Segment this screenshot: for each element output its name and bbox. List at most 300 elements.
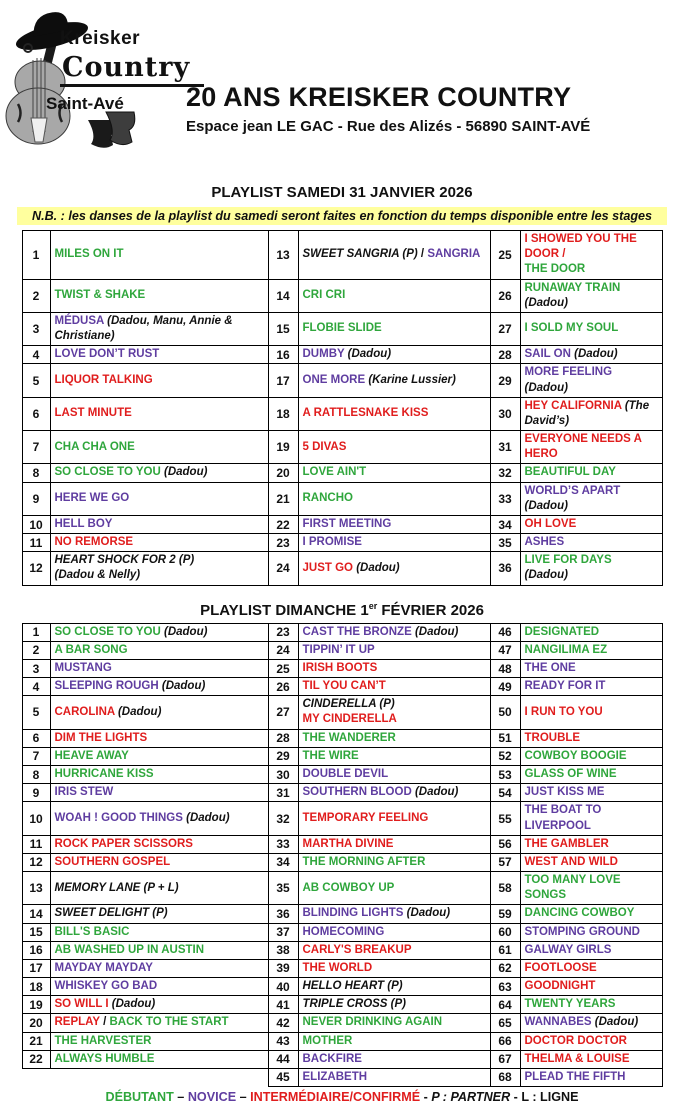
song-segment: (Dadou): [186, 811, 230, 824]
playlist-row: [22, 996, 662, 1014]
song-number: 27: [268, 696, 298, 729]
song-segment: SOUTHERN GOSPEL: [54, 855, 171, 868]
song-number: 4: [22, 678, 50, 696]
song-number: 38: [268, 941, 298, 959]
song-segment: COWBOY BOOGIE: [524, 749, 627, 762]
playlist-row: [22, 1014, 662, 1032]
song-number: 10: [22, 515, 50, 533]
playlist2-table: [22, 623, 663, 1087]
song-segment: CINDERELLA (P): [302, 698, 395, 711]
song-segment: HEART SHOCK FOR 2 (P): [54, 554, 195, 567]
song-number: 52: [490, 747, 520, 765]
song-cell: [520, 941, 662, 959]
playlist2-title-main: PLAYLIST DIMANCHE 1: [200, 601, 369, 619]
playlist-row: [22, 1050, 662, 1068]
song-number: 47: [490, 641, 520, 659]
song-segment: IRISH BOOTS: [302, 661, 378, 674]
song-cell: [298, 923, 490, 941]
song-segment: JUST GO: [302, 561, 357, 574]
song-number: 25: [490, 231, 520, 280]
song-cell: [520, 464, 662, 482]
song-segment: LAST MINUTE: [54, 407, 132, 420]
song-cell: [50, 641, 268, 659]
song-segment: PLEAD THE FIFTH: [524, 1070, 626, 1083]
song-cell: [520, 515, 662, 533]
song-segment: THE DOOR: [524, 263, 586, 276]
notice-banner: N.B. : les danses de la playlist du samedi seront faites en fonction du temps disponible entre les stages: [17, 207, 667, 225]
song-cell: [298, 623, 490, 641]
song-cell: [298, 397, 490, 430]
song-number: 23: [268, 534, 298, 552]
song-segment: STOMPING GROUND: [524, 925, 640, 938]
song-number: 63: [490, 978, 520, 996]
song-segment: MÉDUSA: [54, 314, 108, 327]
song-segment: 5 DIVAS: [302, 440, 347, 453]
song-segment: (Dadou): [356, 561, 400, 574]
song-cell: [520, 431, 662, 464]
song-cell: [520, 978, 662, 996]
song-segment: BACK TO THE START: [109, 1016, 229, 1029]
song-number: [22, 1068, 50, 1086]
song-segment: THE BOAT TO LIVERPOOL: [524, 804, 602, 832]
playlist-row: [22, 835, 662, 853]
song-cell: [298, 1014, 490, 1032]
song-cell: [50, 464, 268, 482]
song-cell: [50, 1014, 268, 1032]
playlist-row: [22, 431, 662, 464]
song-cell: [298, 802, 490, 835]
song-cell: [298, 941, 490, 959]
song-cell: [50, 346, 268, 364]
song-cell: [50, 923, 268, 941]
song-segment: THE HARVESTER: [54, 1034, 152, 1047]
song-cell: [298, 552, 490, 585]
song-cell: [298, 784, 490, 802]
song-cell: [50, 853, 268, 871]
song-segment: DUMBY: [302, 348, 348, 361]
song-number: 12: [22, 853, 50, 871]
song-cell: [520, 231, 662, 280]
song-segment: HURRICANE KISS: [54, 767, 154, 780]
song-number: 16: [22, 941, 50, 959]
song-number: 26: [268, 678, 298, 696]
song-segment: LOVE AIN'T: [302, 466, 367, 479]
song-cell: [50, 364, 268, 397]
song-number: 49: [490, 678, 520, 696]
song-segment: TRIPLE CROSS (P): [302, 998, 407, 1011]
song-segment: MORE FEELING: [524, 366, 613, 379]
playlist-row: [22, 312, 662, 345]
playlist-row: [22, 482, 662, 515]
playlist-row: [22, 765, 662, 783]
logo-text-kreisker: Kreisker: [60, 28, 141, 49]
song-cell: [520, 784, 662, 802]
song-number: 35: [490, 534, 520, 552]
song-segment: ONE MORE: [302, 373, 369, 386]
song-number: 67: [490, 1050, 520, 1068]
playlist-row: [22, 678, 662, 696]
song-segment: IRIS STEW: [54, 786, 114, 799]
song-cell: [50, 534, 268, 552]
playlist-row: [22, 747, 662, 765]
song-cell: [520, 678, 662, 696]
song-segment: RUNAWAY TRAIN: [524, 281, 621, 294]
song-number: 1: [22, 623, 50, 641]
song-number: 50: [490, 696, 520, 729]
song-segment: I RUN TO YOU: [524, 705, 603, 718]
song-cell: [298, 515, 490, 533]
song-number: 17: [22, 959, 50, 977]
song-segment: SLEEPING ROUGH: [54, 680, 162, 693]
song-segment: (Dadou): [164, 625, 208, 638]
header-text-block: [178, 6, 684, 158]
song-number: 27: [490, 312, 520, 345]
song-cell: [50, 747, 268, 765]
song-segment: (The David’s): [524, 399, 650, 427]
song-segment: A BAR SONG: [54, 643, 128, 656]
song-segment: THELMA & LOUISE: [524, 1052, 630, 1065]
song-number: 22: [22, 1050, 50, 1068]
song-number: 29: [490, 364, 520, 397]
playlist-row: [22, 729, 662, 747]
song-segment: TIPPIN’ IT UP: [302, 643, 375, 656]
song-cell: [50, 552, 268, 585]
song-segment: BILL'S BASIC: [54, 925, 130, 938]
song-number: 53: [490, 765, 520, 783]
song-segment: LIVE FOR DAYS: [524, 554, 612, 567]
logo-text-saintave: Saint-Avé: [46, 94, 124, 113]
level-legend: [0, 1090, 684, 1104]
song-cell: [298, 364, 490, 397]
song-cell: [50, 279, 268, 312]
playlist2-title: [0, 601, 684, 619]
song-number: 59: [490, 905, 520, 923]
playlist-row: [22, 872, 662, 905]
song-segment: (Dadou & Nelly): [54, 569, 141, 582]
song-cell: [298, 905, 490, 923]
playlist-row: [22, 515, 662, 533]
song-cell: [520, 905, 662, 923]
song-number: 33: [268, 835, 298, 853]
playlist-row: [22, 346, 662, 364]
header: [0, 0, 684, 158]
song-cell: [50, 729, 268, 747]
song-segment: GALWAY GIRLS: [524, 943, 612, 956]
song-segment: WANNABES: [524, 1016, 595, 1029]
song-cell: [520, 659, 662, 677]
song-segment: NEVER DRINKING AGAIN: [302, 1016, 442, 1029]
song-number: 1: [22, 231, 50, 280]
song-cell: [50, 659, 268, 677]
song-segment: (Dadou): [524, 499, 568, 512]
song-segment: AB WASHED UP IN AUSTIN: [54, 943, 205, 956]
song-segment: (Dadou): [414, 625, 459, 638]
song-number: 5: [22, 364, 50, 397]
song-cell: [50, 905, 268, 923]
song-segment: WHISKEY GO BAD: [54, 980, 158, 993]
song-cell: [50, 1032, 268, 1050]
song-segment: -: [420, 1090, 432, 1104]
playlist-row: [22, 802, 662, 835]
song-number: 34: [490, 515, 520, 533]
song-number: 26: [490, 279, 520, 312]
song-cell: [520, 853, 662, 871]
song-number: 7: [22, 747, 50, 765]
song-segment: EVERYONE NEEDS A HERO: [524, 433, 642, 461]
playlist-row: [22, 1068, 662, 1086]
song-number: 14: [268, 279, 298, 312]
song-segment: (Dadou): [164, 466, 208, 479]
song-number: 40: [268, 978, 298, 996]
song-segment: FIRST MEETING: [302, 517, 392, 530]
song-cell: [298, 959, 490, 977]
song-segment: READY FOR IT: [524, 680, 606, 693]
song-segment: HOMECOMING: [302, 925, 385, 938]
song-cell: [50, 784, 268, 802]
event-venue: Espace jean LE GAC - Rue des Alizés - 56890 SAINT-AVÉ: [186, 118, 591, 135]
song-cell: [298, 431, 490, 464]
song-segment: MILES ON IT: [54, 248, 124, 261]
song-segment: SWEET SANGRIA (P): [302, 248, 418, 261]
song-segment: THE WANDERER: [302, 731, 396, 744]
song-number: 60: [490, 923, 520, 941]
song-segment: TIL YOU CAN’T: [302, 680, 386, 693]
song-segment: THE MORNING AFTER: [302, 855, 426, 868]
playlist-row: [22, 923, 662, 941]
playlist-row: [22, 853, 662, 871]
song-number: 43: [268, 1032, 298, 1050]
song-number: 31: [268, 784, 298, 802]
playlist-row: [22, 959, 662, 977]
song-segment: THE WORLD: [302, 961, 373, 974]
song-segment: /: [99, 1016, 110, 1029]
song-segment: TWIST & SHAKE: [54, 289, 146, 302]
song-cell: [520, 1014, 662, 1032]
song-number: 44: [268, 1050, 298, 1068]
playlist2-title-rest: FÉVRIER 2026: [377, 601, 484, 619]
song-number: 45: [268, 1068, 298, 1086]
song-number: 13: [22, 872, 50, 905]
song-segment: (Dadou): [406, 907, 451, 920]
song-number: 10: [22, 802, 50, 835]
song-number: 19: [268, 431, 298, 464]
song-segment: WEST AND WILD: [524, 855, 618, 868]
song-cell: [298, 464, 490, 482]
song-cell: [520, 1032, 662, 1050]
song-number: 41: [268, 996, 298, 1014]
song-segment: (Dadou): [161, 680, 206, 693]
playlist-row: [22, 1032, 662, 1050]
song-segment: RANCHO: [302, 492, 353, 505]
song-segment: LIQUOR TALKING: [54, 373, 153, 386]
song-segment: –: [173, 1090, 188, 1104]
song-number: 25: [268, 659, 298, 677]
song-number: 32: [490, 464, 520, 482]
playlist-row: [22, 279, 662, 312]
song-segment: FLOBIE SLIDE: [302, 322, 382, 335]
song-number: 15: [22, 923, 50, 941]
song-number: 4: [22, 346, 50, 364]
song-number: 20: [268, 464, 298, 482]
song-cell: [520, 279, 662, 312]
song-cell: [50, 835, 268, 853]
song-segment: HELL BOY: [54, 517, 113, 530]
song-segment: (Dadou): [414, 786, 459, 799]
song-number: 13: [268, 231, 298, 280]
song-segment: DESIGNATED: [524, 625, 600, 638]
event-title: 20 ANS KREISKER COUNTRY: [186, 82, 572, 112]
song-segment: /: [417, 248, 428, 261]
song-segment: I PROMISE: [302, 536, 362, 549]
song-segment: NANGILIMA EZ: [524, 643, 608, 656]
song-number: 30: [268, 765, 298, 783]
song-cell: [298, 1050, 490, 1068]
song-cell: [520, 552, 662, 585]
song-segment: THE ONE: [524, 661, 576, 674]
playlist-row: [22, 941, 662, 959]
song-cell: [520, 482, 662, 515]
song-segment: ASHES: [524, 536, 565, 549]
song-cell: [50, 959, 268, 977]
song-cell: [50, 996, 268, 1014]
song-segment: BLINDING LIGHTS: [302, 907, 407, 920]
song-segment: LOVE DON’T RUST: [54, 348, 160, 361]
song-segment: ELIZABETH: [302, 1070, 368, 1083]
song-cell: [50, 872, 268, 905]
song-segment: JUST KISS ME: [524, 786, 605, 799]
song-cell: [298, 678, 490, 696]
song-number: 29: [268, 747, 298, 765]
song-segment: (Dadou): [111, 998, 156, 1011]
song-segment: WOAH ! GOOD THINGS: [54, 811, 187, 824]
song-number: 3: [22, 312, 50, 345]
song-segment: SWEET DELIGHT (P): [54, 907, 168, 920]
song-number: 51: [490, 729, 520, 747]
song-number: 58: [490, 872, 520, 905]
song-cell: [298, 747, 490, 765]
song-segment: HELLO HEART (P): [302, 980, 403, 993]
playlist-row: [22, 464, 662, 482]
song-segment: AB COWBOY UP: [302, 881, 395, 894]
song-cell: [520, 765, 662, 783]
song-segment: THE GAMBLER: [524, 837, 609, 850]
song-cell: [50, 312, 268, 345]
playlist-row: [22, 397, 662, 430]
song-cell: [50, 696, 268, 729]
song-number: 2: [22, 641, 50, 659]
song-number: 48: [490, 659, 520, 677]
song-number: 18: [22, 978, 50, 996]
song-segment: GLASS OF WINE: [524, 767, 617, 780]
playlist2-title-sup: er: [368, 600, 378, 611]
song-segment: DOCTOR DOCTOR: [524, 1034, 627, 1047]
song-cell: [50, 802, 268, 835]
song-segment: SO CLOSE TO YOU: [54, 466, 164, 479]
song-segment: I SOLD MY SOUL: [524, 322, 619, 335]
song-number: 34: [268, 853, 298, 871]
song-cell: [298, 853, 490, 871]
song-segment: BACKFIRE: [302, 1052, 362, 1065]
song-segment: SANGRIA: [427, 248, 481, 261]
song-cell: [298, 765, 490, 783]
song-cell: [520, 346, 662, 364]
song-number: 24: [268, 641, 298, 659]
song-cell: [50, 231, 268, 280]
song-segment: THE WIRE: [302, 749, 359, 762]
song-segment: HEAVE AWAY: [54, 749, 129, 762]
song-number: 65: [490, 1014, 520, 1032]
song-cell: [298, 729, 490, 747]
song-segment: FOOTLOOSE: [524, 961, 597, 974]
song-number: 14: [22, 905, 50, 923]
playlist-row: [22, 231, 662, 280]
song-cell: [520, 1068, 662, 1086]
song-segment: MARTHA DIVINE: [302, 837, 394, 850]
song-segment: –: [236, 1090, 251, 1104]
song-number: 36: [268, 905, 298, 923]
song-segment: (Dadou): [524, 296, 568, 309]
song-cell: [298, 978, 490, 996]
song-segment: A RATTLESNAKE KISS: [302, 407, 429, 420]
song-number: 33: [490, 482, 520, 515]
playlist-row: [22, 552, 662, 585]
song-segment: TEMPORARY FEELING: [302, 811, 429, 824]
song-cell: [298, 346, 490, 364]
song-segment: I SHOWED YOU THE DOOR /: [524, 233, 637, 261]
playlist-row: [22, 364, 662, 397]
song-segment: REPLAY: [54, 1016, 100, 1029]
song-segment: GOODNIGHT: [524, 980, 596, 993]
song-number: 18: [268, 397, 298, 430]
song-number: 54: [490, 784, 520, 802]
song-cell: [50, 431, 268, 464]
song-number: 36: [490, 552, 520, 585]
song-segment: (Dadou): [594, 1016, 639, 1029]
song-cell: [298, 872, 490, 905]
playlist-row: [22, 978, 662, 996]
song-segment: MAYDAY MAYDAY: [54, 961, 153, 974]
song-number: 6: [22, 397, 50, 430]
song-cell: [298, 696, 490, 729]
song-segment: MEMORY LANE (P + L): [54, 881, 179, 894]
song-cell: [298, 1032, 490, 1050]
song-segment: WORLD’S APART: [524, 484, 621, 497]
song-cell: [520, 923, 662, 941]
song-number: 9: [22, 482, 50, 515]
playlist-row: [22, 784, 662, 802]
song-segment: SO CLOSE TO YOU: [54, 625, 164, 638]
song-segment: (Dadou): [524, 381, 568, 394]
song-segment: HERE WE GO: [54, 492, 130, 505]
song-cell: [298, 279, 490, 312]
song-cell: [520, 312, 662, 345]
song-number: 12: [22, 552, 50, 585]
song-cell: [520, 696, 662, 729]
playlist-row: [22, 534, 662, 552]
playlist-row: [22, 641, 662, 659]
song-segment: CAROLINA: [54, 705, 118, 718]
song-cell: [50, 515, 268, 533]
song-segment: SOUTHERN BLOOD: [302, 786, 415, 799]
song-cell: [520, 802, 662, 835]
playlist-row: [22, 659, 662, 677]
song-segment: SO WILL I: [54, 998, 112, 1011]
song-cell: [50, 941, 268, 959]
playlist1-table: [22, 230, 663, 586]
song-cell: [50, 482, 268, 515]
song-number: 16: [268, 346, 298, 364]
song-number: 5: [22, 696, 50, 729]
